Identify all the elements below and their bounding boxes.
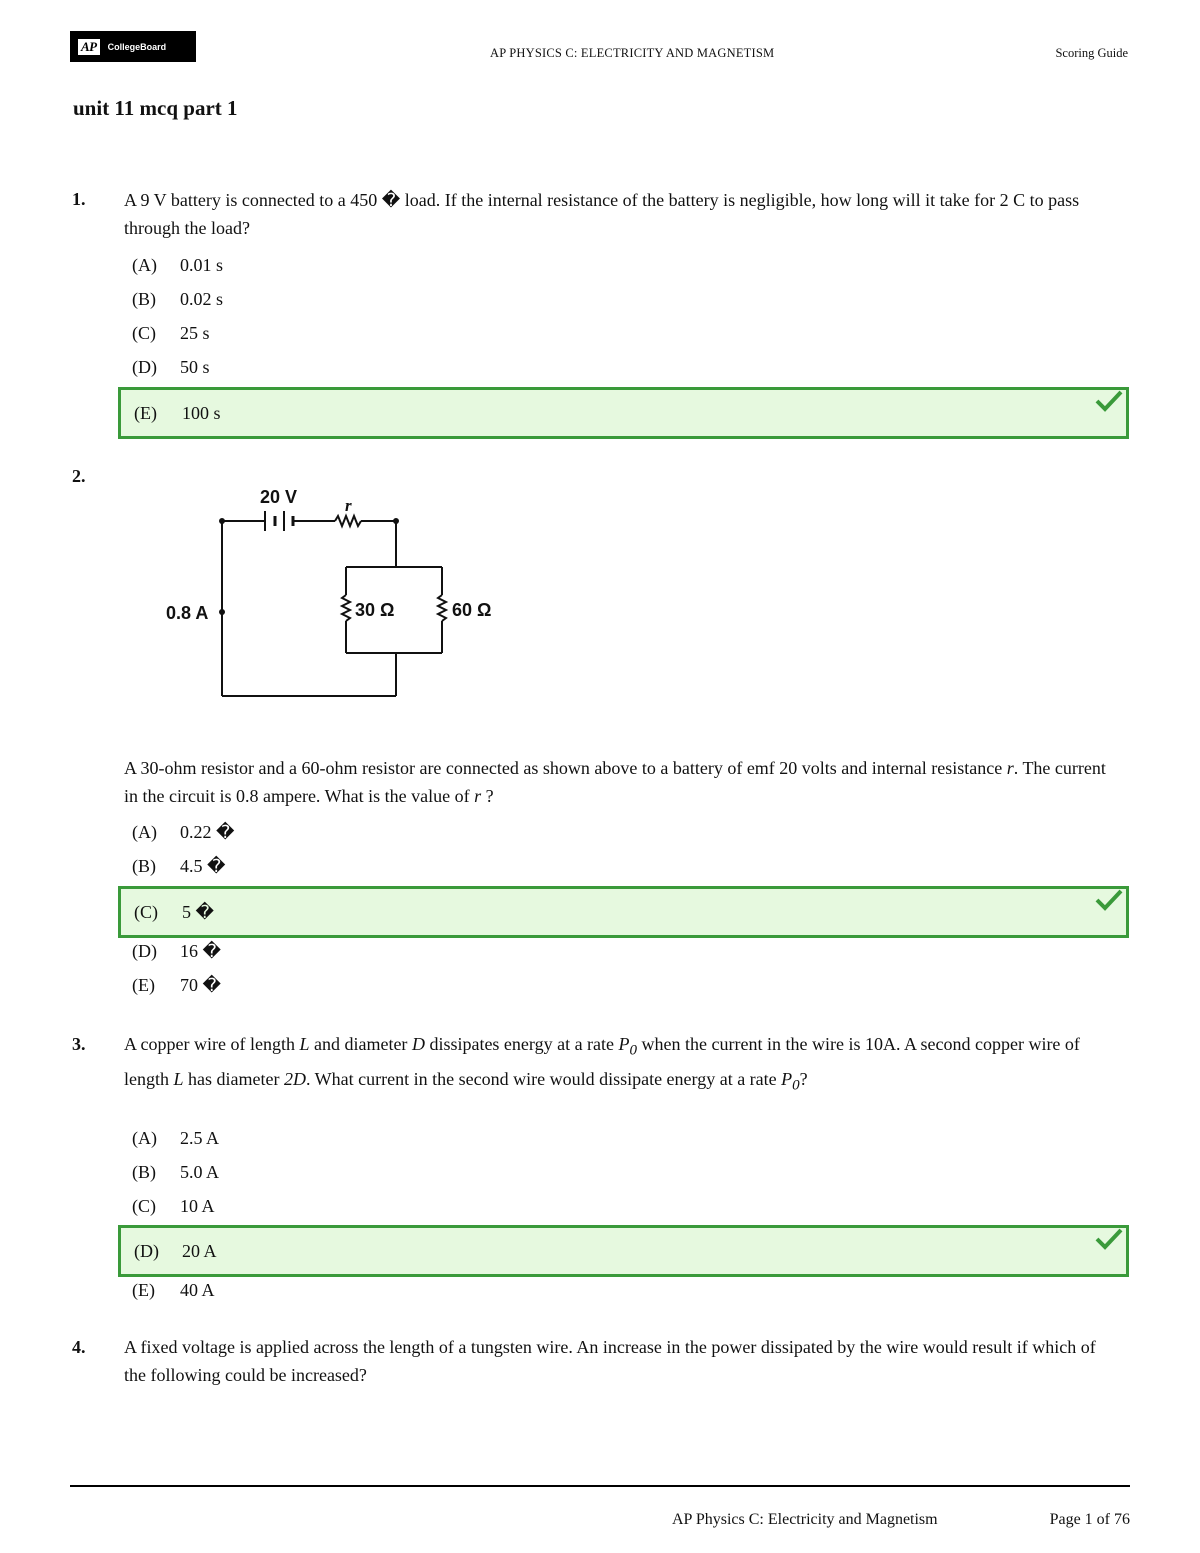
label-60-ohm: 60 Ω	[452, 600, 492, 620]
question-3-number: 3.	[72, 1034, 86, 1054]
label-current: 0.8 A	[166, 603, 209, 623]
q3-option-d[interactable]: (D) 20 A	[134, 1241, 217, 1261]
node-top-left	[219, 518, 225, 524]
question-4-number: 4.	[72, 1337, 86, 1357]
document-title: unit 11 mcq part 1	[73, 96, 238, 120]
footer-course: AP Physics C: Electricity and Magnetism	[672, 1511, 938, 1528]
checkmark-icon	[1094, 1226, 1124, 1252]
resistor-30-ohm	[342, 595, 350, 621]
q3-option-c[interactable]: (C) 10 A	[132, 1196, 215, 1216]
question-2-number: 2.	[72, 466, 86, 486]
q1-option-e[interactable]: (E) 100 s	[134, 403, 221, 423]
q1-option-c[interactable]: (C) 25 s	[132, 323, 210, 343]
question-4-text: A fixed voltage is applied across the length of a tungsten wire. An increase in the power dissipated by the wire would result if which of the following could be increased?	[124, 1337, 1096, 1385]
question-2-text: A 30-ohm resistor and a 60-ohm resistor are connected as shown above to a battery of emf 20 volts and internal resistance r. The current in the circuit is 0.8 ampere. What is the value of r ?	[124, 758, 1106, 806]
q3-option-b[interactable]: (B) 5.0 A	[132, 1162, 220, 1182]
question-1-text: A 9 V battery is connected to a 450 � load. If the internal resistance of the battery is negligible, how long will it take for 2 C to pass through the load?	[124, 190, 1080, 238]
header-scoring-guide: Scoring Guide	[1055, 46, 1128, 60]
checkmark-icon	[1094, 388, 1124, 414]
footer-divider	[70, 1485, 1130, 1487]
q1-option-d[interactable]: (D) 50 s	[132, 357, 210, 377]
ammeter-point	[219, 609, 225, 615]
internal-resistor-r	[335, 516, 361, 526]
q2-option-c[interactable]: (C) 5 �	[134, 902, 214, 922]
label-30-ohm: 30 Ω	[355, 600, 395, 620]
header-course-title: AP PHYSICS C: ELECTRICITY AND MAGNETISM	[490, 46, 775, 60]
q2-option-a[interactable]: (A) 0.22 �	[132, 822, 235, 842]
q2-correct-answer-box	[118, 886, 1129, 938]
question-3-text: A copper wire of length L and diameter D dissipates energy at a rate $P_0$ when the current in the wire is 10A. A second copper wire of length L has diameter 2D. What current in the second wire would dissipate energy at a rate $P_0$?	[124, 1034, 1080, 1094]
q3-option-a[interactable]: (A) 2.5 A	[132, 1128, 220, 1148]
logo-ap-mark: AP	[78, 39, 100, 55]
logo-collegeboard-text: CollegeBoard	[107, 41, 167, 52]
label-r: r	[345, 496, 352, 515]
circuit-diagram	[150, 478, 520, 708]
footer-page-number: Page 1 of 76	[1049, 1511, 1130, 1528]
q1-option-a[interactable]: (A) 0.01 s	[132, 255, 224, 275]
question-1-number: 1.	[72, 189, 86, 209]
q1-correct-answer-box	[118, 387, 1129, 439]
node-top-right	[393, 518, 399, 524]
resistor-60-ohm	[438, 595, 446, 621]
q2-option-d[interactable]: (D) 16 �	[132, 941, 221, 961]
q3-option-e[interactable]: (E) 40 A	[132, 1280, 215, 1300]
label-emf: 20 V	[260, 487, 298, 507]
q2-option-b[interactable]: (B) 4.5 �	[132, 856, 226, 876]
collegeboard-ap-logo	[70, 31, 196, 62]
q2-option-e[interactable]: (E) 70 �	[132, 975, 221, 995]
checkmark-icon	[1094, 887, 1124, 913]
q1-option-b[interactable]: (B) 0.02 s	[132, 289, 224, 309]
q3-correct-answer-box	[118, 1225, 1129, 1277]
